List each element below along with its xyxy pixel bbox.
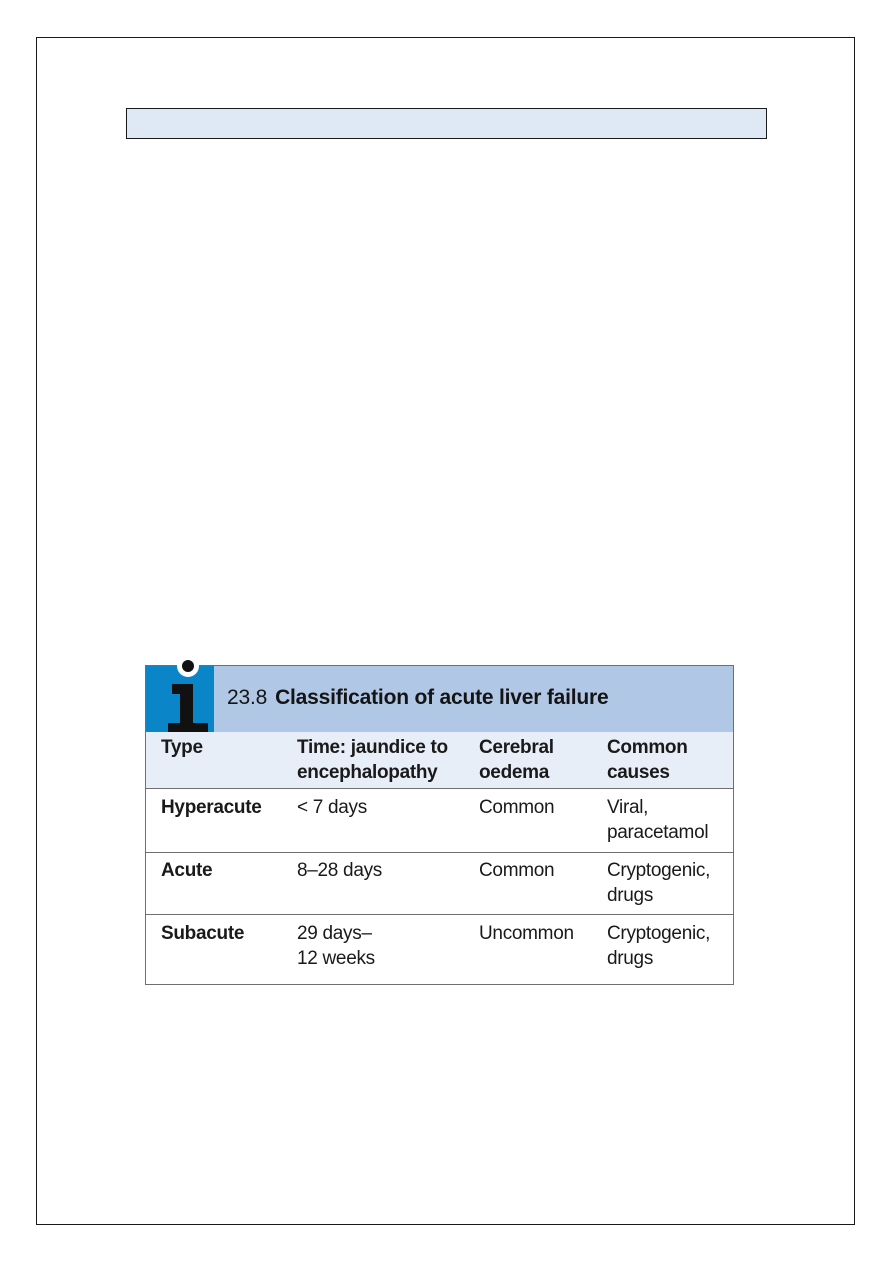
table-name: Classification of acute liver failure [275,686,609,709]
page-frame [36,37,855,1225]
row-causes-line1: Viral, [607,797,649,818]
header-oedema-line2: oedema [479,762,550,783]
row-type: Hyperacute [161,797,262,818]
header-oedema-line1: Cerebral [479,737,554,758]
header-causes [607,735,688,785]
header-time [297,735,448,785]
table-title [227,686,608,710]
header-causes-line2: causes [607,762,670,783]
row-time [297,795,367,820]
row-type: Subacute [161,923,245,944]
row-time [297,858,382,883]
header-oedema [479,735,554,785]
row-causes [607,795,708,845]
header-time-line2: encephalopathy [297,762,438,783]
row-time-line1: 8–28 days [297,860,382,881]
row-time-line2: 12 weeks [297,948,375,969]
row-causes [607,921,710,971]
row-oedema: Uncommon [479,923,574,944]
header-type-line2: Type [161,737,203,758]
row-divider [146,852,733,853]
info-box [145,665,734,985]
row-time-line1: 29 days– [297,923,372,944]
row-causes-line2: drugs [607,885,654,906]
row-causes [607,858,710,908]
row-type: Acute [161,860,213,881]
header-bar [126,108,767,139]
row-oedema: Common [479,797,555,818]
table-header-row [146,732,733,789]
row-causes-line1: Cryptogenic, [607,923,711,944]
row-oedema: Common [479,860,555,881]
row-causes-line2: paracetamol [607,822,709,843]
table-number: 23.8 [227,686,268,709]
header-time-line1: Time: jaundice to [297,737,448,758]
info-icon [146,658,214,734]
row-divider [146,914,733,915]
row-time [297,921,375,971]
info-icon-block [146,666,214,732]
row-causes-line1: Cryptogenic, [607,860,711,881]
row-time-line1: < 7 days [297,797,367,818]
row-causes-line2: drugs [607,948,654,969]
header-type [161,735,203,760]
header-causes-line1: Common [607,737,688,758]
